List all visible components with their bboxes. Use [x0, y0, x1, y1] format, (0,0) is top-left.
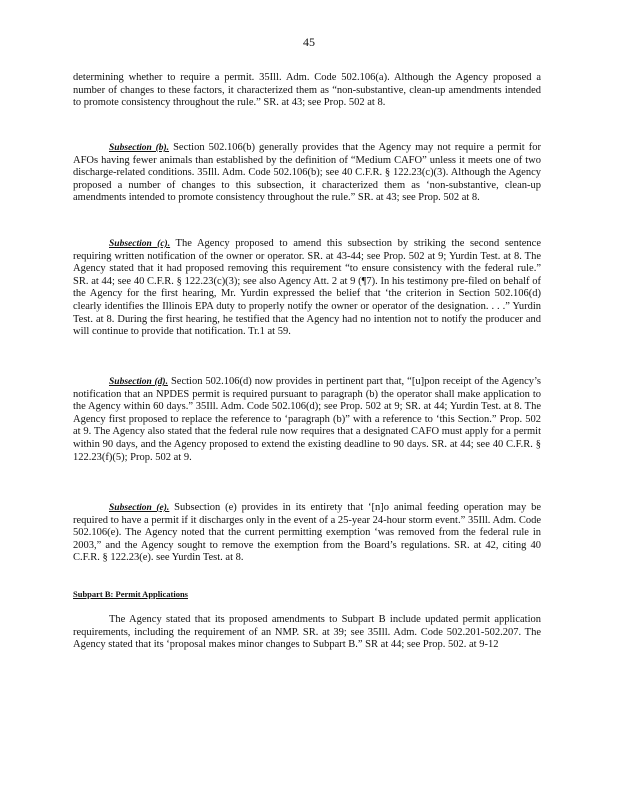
subsection-label: Subsection (c). [109, 239, 171, 249]
paragraph-text: determining whether to require a permit. 35Ill. Adm. Code 502.106(a). Although the Agency proposed a number of changes to these factors, it characterized them as “non-substantive, clean-up amendments intended to promote consistency throughout the rule.” SR. at 43; see Prop. 502 at 8. [73, 72, 541, 109]
section-heading: Subpart B: Permit Applications [73, 589, 188, 599]
subsection-label: Subsection (e). [109, 503, 170, 513]
paragraph-subsection-e [73, 502, 541, 565]
paragraph-text: Section 502.106(b) generally provides that the Agency may not require a permit for AFOs having fewer animals than established by the definition of “Medium CAFO” unless it meets one of two discharge-related conditions. 35Ill. Adm. Code 502.106(b); see 40 C.F.R. § 122.23(c)(3). Although the Agency proposed a number of changes to this subsection, it characterized them as ‘non-substantive, clean-up amendments intended to promote consistency throughout the rule.” SR. at 43; see Prop. 502 at 8. [73, 142, 541, 204]
page-number: 45 [303, 35, 315, 49]
paragraph-subsection-c [73, 238, 541, 339]
paragraph-subpart-b [73, 614, 541, 652]
subsection-label: Subsection (d). [109, 377, 168, 387]
paragraph-subsection-d [73, 376, 541, 464]
paragraph-text: Subsection (e) provides in its entirety that ‘[n]o animal feeding operation may be required to have a permit if it discharges only in the event of a 25-year 24-hour storm event.” 35Ill. Adm. Code 502.106(e). The Agency noted that the current permitting exemption ‘was removed from the federal rule in 2003,” and the Agency sought to remove the exemption from the Board’s regulations. SR. at 42, citing 40 C.F.R. § 122.23(e). see Yurdin Test. at 8. [73, 502, 541, 564]
paragraph-subsection-b [73, 142, 541, 205]
paragraph-intro [73, 72, 541, 110]
paragraph-text: The Agency stated that its proposed amendments to Subpart B include updated permit application requirements, including the requirement of an NMP. SR. at 39; see 35Ill. Adm. Code 502.201-502.207. The Agency stated that its ‘proposal makes minor changes to Subpart B.” SR at 44; see Prop. 502. at 9-12 [73, 614, 541, 651]
subsection-label: Subsection (b). [109, 143, 170, 153]
paragraph-text: The Agency proposed to amend this subsection by striking the second sentence requiring written notification of the owner or operator. SR. at 43-44; see Prop. 502 at 9; Yurdin Test. at 8. The Agency stated that it had proposed removing this requirement “to ensure consistency with the federal rule.” SR. at 44; see 40 C.F.R. § 122.23(c)(3); see also Agency Att. 2 at 9 (¶7). In his testimony pre-filed on behalf of the Agency for the first hearing, Mr. Yurdin expressed the belief that ‘the criterion in Section 502.106(d) clearly identifies the Illinois EPA duty to properly notify the owner or operator of the designation. . . .” Yurdin Test. at 8. During the first hearing, he testified that the Agency had no intention not to notify the producer and will continue to provide that notification. Tr.1 at 59. [73, 238, 541, 338]
paragraph-text: Section 502.106(d) now provides in pertinent part that, “[u]pon receipt of the Agency’s notification that an NPDES permit is required pursuant to paragraph (b) the operator shall make application to the Agency within 60 days.” 35Ill. Adm. Code 502.106(d); see Prop. 502 at 9; SR. at 44; Yurdin Test. at 8. The Agency first proposed to replace the reference to ‘paragraph (b)” with a reference to ‘this Section.” Prop. 502 at 9. The Agency also stated that the federal rule now requires that a designated CAFO must apply for a permit within 90 days, and the Agency proposed to extend the existing deadline to 90 days. SR. at 44; see 40 C.F.R. § 122.23(f)(5); Prop. 502 at 9. [73, 376, 541, 463]
